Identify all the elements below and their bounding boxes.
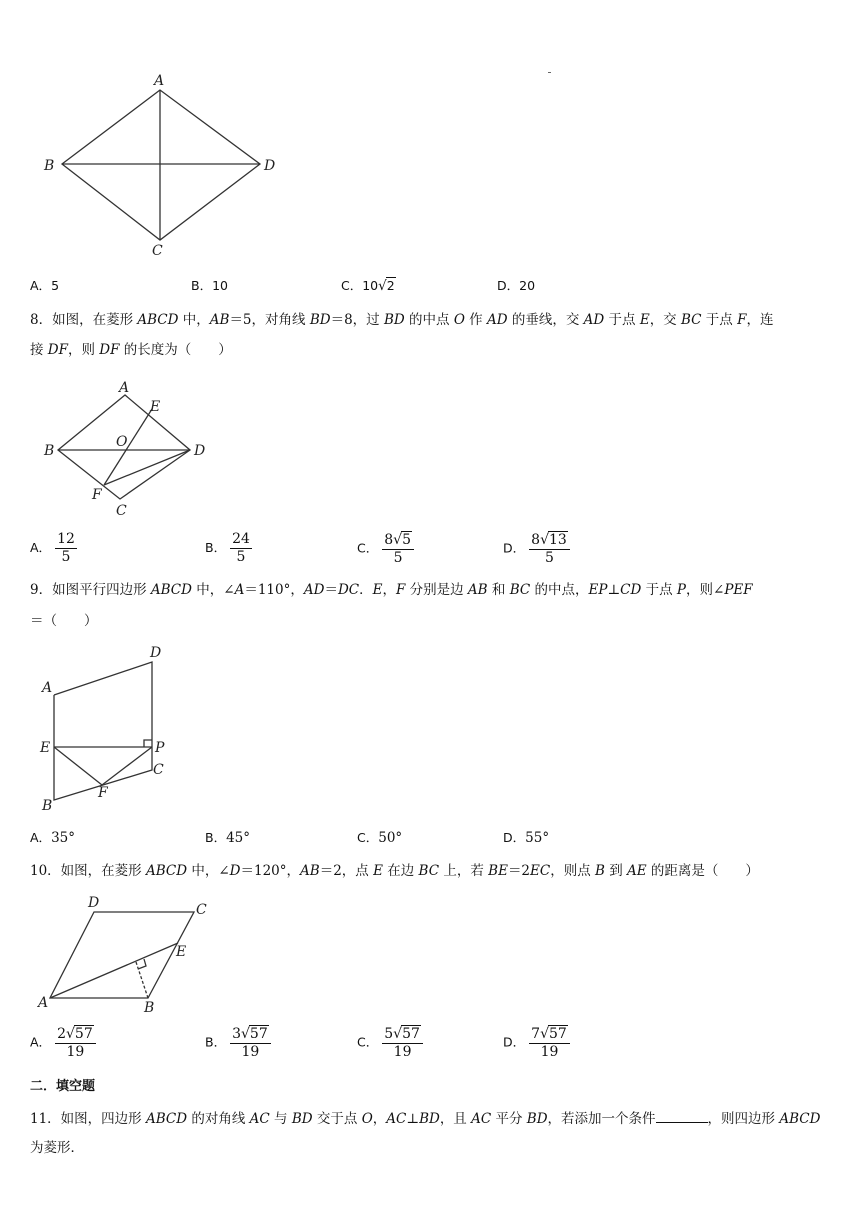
q9-option-d[interactable]: D．55° xyxy=(503,830,550,846)
q7-option-b[interactable]: B．10 xyxy=(191,278,228,293)
figure-q10-rhombus xyxy=(30,890,230,1020)
q8-text-line1: 8．如图，在菱形 ABCD 中，AB＝5，对角线 BD＝8，过 BD 的中点 O 作 AD 的垂线，交 AD 于点 E，交 BC 于点 F，连 xyxy=(30,312,774,328)
label-c: C xyxy=(196,902,207,918)
q8-option-c[interactable]: C． $\frac{8√5}{5}$ xyxy=(357,531,414,567)
label-b: B xyxy=(144,1000,155,1016)
q9-text-line1: 9．如图平行四边形 ABCD 中，∠A＝110°，AD＝DC．E，F 分别是边 AB 和 BC 的中点，EP⊥CD 于点 P，则∠PEF xyxy=(30,582,753,598)
section-title-fill-in: 二．填空题 xyxy=(30,1079,96,1094)
fraction: $\frac{7√57}{19}$ xyxy=(529,1025,570,1061)
q9-option-b[interactable]: B．45° xyxy=(205,830,251,846)
q7-option-c[interactable]: C．10√2 xyxy=(341,278,395,294)
q10-option-b[interactable]: B． $\frac{3√57}{19}$ xyxy=(205,1025,271,1061)
fraction: $\frac{8√13}{5}$ xyxy=(529,531,570,567)
fraction: $\frac{12}{5}$ xyxy=(57,531,75,565)
label-f: F xyxy=(98,785,108,801)
label-d: D xyxy=(264,158,276,174)
label-b: B xyxy=(44,443,55,459)
parallelogram-outline xyxy=(54,662,152,800)
label-f: F xyxy=(92,487,102,503)
label-d: D xyxy=(194,443,206,459)
q9-text-line2: ＝（ ） xyxy=(30,613,98,629)
label-d: D xyxy=(150,645,162,661)
label-a: A xyxy=(154,73,165,89)
label-c: C xyxy=(116,503,127,519)
q7-option-a[interactable]: A．5 xyxy=(30,278,60,293)
label-b: B xyxy=(42,798,53,814)
label-p: P xyxy=(155,740,165,756)
fraction: $\frac{5√57}{19}$ xyxy=(382,1025,423,1061)
q9-option-c[interactable]: C．50° xyxy=(357,830,403,846)
label-o: O xyxy=(116,434,128,450)
fraction: $\frac{8√5}{5}$ xyxy=(382,531,414,567)
q8-option-d[interactable]: D． $\frac{8√13}{5}$ xyxy=(503,531,570,567)
segment-fp xyxy=(102,747,152,785)
fraction: $\frac{2√57}{19}$ xyxy=(55,1025,96,1061)
label-d: D xyxy=(88,895,100,911)
q8-option-b[interactable]: B． $\frac{24}{5}$ xyxy=(205,531,250,565)
fraction: $\frac{3√57}{19}$ xyxy=(230,1025,271,1061)
label-a: A xyxy=(119,380,130,396)
right-angle-mark xyxy=(138,959,146,969)
figure-q9-parallelogram xyxy=(30,640,180,820)
q11-text-line2: 为菱形． xyxy=(30,1140,84,1156)
q10-option-c[interactable]: C． $\frac{5√57}{19}$ xyxy=(357,1025,423,1061)
perpendicular-ef xyxy=(104,409,152,485)
fraction: $\frac{24}{5}$ xyxy=(232,531,250,565)
rhombus-outline xyxy=(62,90,260,240)
label-e: E xyxy=(150,399,161,415)
q8-text-line2: 接 DF，则 DF 的长度为（ ） xyxy=(30,342,232,358)
q10-text-line1: 10．如图，在菱形 ABCD 中，∠D＝120°，AB＝2，点 E 在边 BC 上，若 BE＝2EC，则点 B 到 AE 的距离是（ ） xyxy=(30,863,759,879)
segment-ae xyxy=(50,943,178,998)
answer-blank[interactable] xyxy=(656,1108,708,1123)
q9-option-a[interactable]: A．35° xyxy=(30,830,75,846)
label-c: C xyxy=(153,762,164,778)
q11-text-line1: 11．如图，四边形 ABCD 的对角线 AC 与 BD 交于点 O，AC⊥BD，且 AC 平分 BD，若添加一个条件 ，则四边形 ABCD xyxy=(30,1108,820,1129)
segment-ef xyxy=(54,747,102,785)
right-angle-mark xyxy=(144,740,152,747)
figure-q8-rhombus xyxy=(30,375,220,520)
q7-option-d[interactable]: D．20 xyxy=(497,278,536,293)
label-e: E xyxy=(176,944,187,960)
figure-q7-rhombus xyxy=(30,70,290,265)
stray-mark xyxy=(548,72,551,73)
q10-option-d[interactable]: D． $\frac{7√57}{19}$ xyxy=(503,1025,570,1061)
label-b: B xyxy=(44,158,55,174)
rhombus-outline xyxy=(50,912,194,998)
label-a: A xyxy=(42,680,53,696)
label-c: C xyxy=(152,243,163,259)
label-e: E xyxy=(40,740,51,756)
q10-option-a[interactable]: A． $\frac{2√57}{19}$ xyxy=(30,1025,96,1061)
q8-option-a[interactable]: A． $\frac{12}{5}$ xyxy=(30,531,75,565)
sqrt-symbol: √ xyxy=(378,278,387,294)
label-a: A xyxy=(38,995,49,1011)
